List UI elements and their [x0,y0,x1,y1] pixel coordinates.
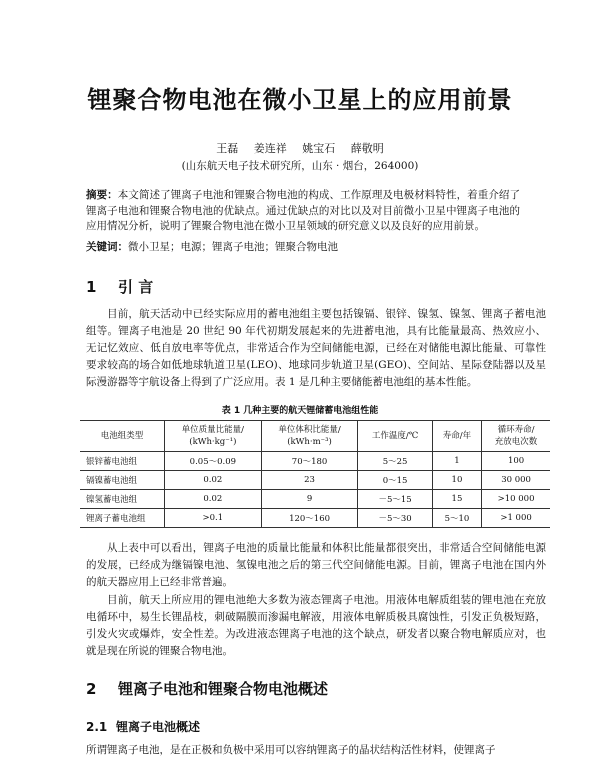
section-2-1-heading [86,718,200,735]
table-cell: 70～180 [261,452,358,471]
section-1-paragraph-2 [86,540,546,591]
section-2-heading [86,678,328,699]
paragraph-text: 从上表中可以看出，锂离子电池的质量比能量和体积比能量都很突出，非常适合空间储能电源的发展，已经成为继镉镍电池、氢镍电池之后的第三代空间储能电源。目前，锂离子电池在国内外的航天器应用上已经非常普遍。 [86,542,546,588]
table-cell: >10 000 [482,490,550,509]
table-header-cell: 电池组类型 [80,421,165,452]
table-cell: 0～15 [358,471,432,490]
table-row [80,490,550,509]
table-cell: 0.02 [165,471,262,490]
paper-title: 锂聚合物电池在微小卫星上的应用前景 [87,86,513,114]
author-affiliation: (山东航天电子技术研究所，山东 · 烟台，264000) [181,160,419,172]
section-title: 锂离子电池和锂聚合物电池概述 [118,680,329,698]
abstract-label: 摘要： [86,189,118,201]
section-number: 2.1 [86,720,108,734]
table-cell: 1 [432,452,481,471]
section-number: 1 [86,278,97,296]
paragraph-text: 目前，航天上所应用的锂电池绝大多数为液态锂离子电池。用液体电解质组装的锂电池在充放电循环中，易生长锂晶枝，刺破隔膜而渗漏电解液，用液体电解质极具腐蚀性，引发正负极短路，引发火灾或爆炸，安全性差。为改进液态锂离子电池的这个缺点，研发者以聚合物电解质应对，也就是现在所说的锂聚合物电池。 [86,594,546,657]
table-row [80,509,550,528]
table-header-cell: 单位质量比能量/ (kWh·kg⁻¹) [165,421,262,452]
keywords-text: 微小卫星；电源；锂离子电池；锂聚合物电池 [128,241,338,253]
table-cell: 锂离子蓄电池组 [80,509,165,528]
table-1-caption: 表 1 几种主要的航天锂储蓄电池组性能 [221,406,379,416]
table-cell: 30 000 [482,471,550,490]
table-header-row [80,421,550,452]
table-cell: >1 000 [482,509,550,528]
section-title: 锂离子电池概述 [116,720,201,734]
section-title: 引 言 [118,278,154,296]
table-cell: 0.05～0.09 [165,452,262,471]
section-2-1-first-line: 所谓锂离子电池，是在正极和负极中采用可以容纳锂离子的晶状结构活性材料，使锂离子 [86,744,496,756]
abstract [86,188,520,235]
abstract-text: 本文简述了锂离子电池和锂聚合物电池的构成、工作原理及电极材料特性，着重介绍了锂离子电池和锂聚合物电池的优缺点。通过优缺点的对比以及对目前微小卫星中锂离子电池的应用情况分析，说明了锂聚合物电池在微小卫星领域的研究意义以及良好的应用前景。 [86,189,521,232]
table-cell: 镉镍蓄电池组 [80,471,165,490]
table-cell: 5～25 [358,452,432,471]
table-header-cell: 循环寿命/ 充放电次数 [482,421,550,452]
table-cell: －5～30 [358,509,432,528]
table-cell: 10 [432,471,481,490]
paragraph-text: 目前，航天活动中已经实际应用的蓄电池组主要包括镍镉、银锌、镍氢、镍氢、锂离子蓄电池组等。锂离子电池是 20 世纪 90 年代初期发展起来的先进蓄电池，具有比能量最高、热效应小、无记忆效应、低自放电率等优点，非常适合作为空间储能电源，已经在对储能电源比能量、可靠性要求较高的场合如低地球轨道卫星(LEO)、地球同步轨道卫星(GEO)、空间站、星际登陆器以及星际漫游器等宇航设备上得到了广泛应用。表 1 是几种主要储能蓄电池组的基本性能。 [86,308,546,388]
section-number: 2 [86,680,97,698]
table-1 [80,420,550,528]
table-row [80,471,550,490]
author-list: 王磊 姜连祥 姚宝石 薛敬明 [216,142,384,155]
section-1-heading [86,276,153,297]
keywords [86,240,520,255]
table-cell: >0.1 [165,509,262,528]
table-cell: 5～10 [432,509,481,528]
section-1-paragraph-1 [86,306,546,391]
table-cell: 120～160 [261,509,358,528]
table-header-cell: 工作温度/℃ [358,421,432,452]
table-cell: －5～15 [358,490,432,509]
keywords-label: 关键词： [86,241,128,253]
table-cell: 镍氢蓄电池组 [80,490,165,509]
table-header-cell: 单位体积比能量/ (kWh·m⁻³) [261,421,358,452]
table-header-cell: 寿命/年 [432,421,481,452]
table-cell: 银锌蓄电池组 [80,452,165,471]
table-cell: 100 [482,452,550,471]
section-1-paragraph-3 [86,592,546,660]
table-cell: 9 [261,490,358,509]
table-cell: 15 [432,490,481,509]
table-row [80,452,550,471]
table-cell: 0.02 [165,490,262,509]
table-cell: 23 [261,471,358,490]
